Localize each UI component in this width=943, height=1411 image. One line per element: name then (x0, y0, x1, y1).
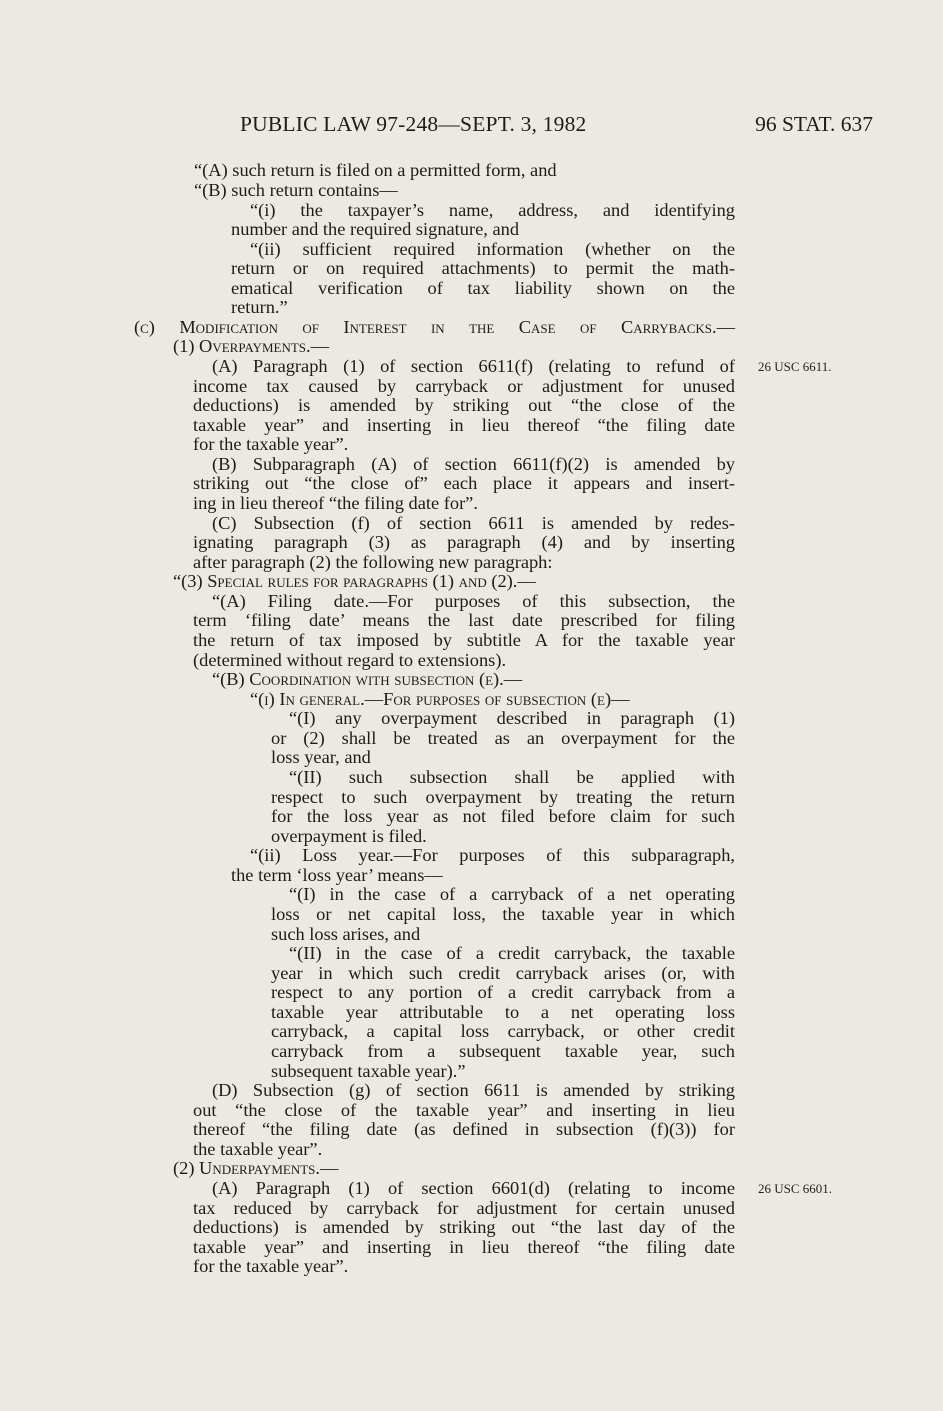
text-line: taxable year” and inserting in lieu thereof “the filing date (193, 415, 735, 435)
text-line: (A) Paragraph (1) of section 6611(f) (relating to refund of (212, 356, 735, 376)
text-line: thereof “the filing date (as defined in subsection (f)(3)) for (193, 1119, 735, 1139)
law-title: PUBLIC LAW 97-248—SEPT. 3, 1982 (240, 112, 587, 136)
text-line: “(B) such return contains— (194, 180, 398, 200)
text-line: “(A) Filing date.—For purposes of this subsection, the (212, 591, 735, 611)
text-line: year in which such credit carryback arises (or, with (271, 963, 735, 983)
text-line: taxable year attributable to a net operating loss (271, 1002, 735, 1022)
text-line: ematical verification of tax liability shown on the (231, 278, 735, 298)
text-line: for the loss year as not filed before claim for such (271, 806, 735, 826)
text-line: (B) Subparagraph (A) of section 6611(f)(2) is amended by (212, 454, 735, 474)
text-line: number and the required signature, and (231, 219, 520, 239)
text-line: ignating paragraph (3) as paragraph (4) and by inserting (193, 532, 735, 552)
text-line: deductions) is amended by striking out “the last day of the (193, 1217, 735, 1237)
subparagraph-heading: “(B) Coordination with subsection (e).— (212, 669, 523, 689)
text-line: “(i) the taxpayer’s name, address, and identifying (250, 200, 735, 220)
text-line: carryback, a capital loss carryback, or other credit (271, 1021, 735, 1041)
text-line: for the taxable year”. (193, 1256, 349, 1276)
text-line: loss or net capital loss, the taxable year in which (271, 904, 735, 924)
clause-heading: “(ii) Loss year.—For purposes of this subparagraph, (250, 845, 735, 865)
statute-page-number: 96 STAT. 637 (755, 112, 873, 136)
clause-heading: “(i) In general.—For purposes of subsection (e)— (250, 689, 630, 709)
text-line: return.” (231, 297, 288, 317)
text-line: tax reduced by carryback for adjustment for certain unused (193, 1198, 735, 1218)
section-heading: (c) Modification of Interest in the Case of Carrybacks.— (134, 317, 735, 337)
text-line: for the taxable year”. (193, 434, 349, 454)
text-line: out “the close of the taxable year” and inserting in lieu (193, 1100, 735, 1120)
text-line: ing in lieu thereof “the filing date for”. (193, 493, 478, 513)
text-line: loss year, and (271, 747, 371, 767)
text-line: return or on required attachments) to permit the math- (231, 258, 735, 278)
text-line: striking out “the close of” each place it appears and insert- (193, 473, 735, 493)
text-line: subsequent taxable year).” (271, 1061, 466, 1081)
page-header (0, 112, 943, 142)
text-line: (determined without regard to extensions). (193, 650, 507, 670)
text-line: (C) Subsection (f) of section 6611 is amended by redes- (212, 513, 735, 533)
paragraph-heading: (2) Underpayments.— (173, 1158, 339, 1178)
text-line: the taxable year”. (193, 1139, 323, 1159)
text-line: “(II) such subsection shall be applied with (289, 767, 735, 787)
text-line: or (2) shall be treated as an overpayment for the (271, 728, 735, 748)
margin-citation: 26 USC 6601. (758, 1181, 833, 1196)
margin-citation: 26 USC 6611. (758, 359, 832, 374)
paragraph-heading: “(3) Special rules for paragraphs (1) and (2).— (173, 571, 536, 591)
paragraph-heading: (1) Overpayments.— (173, 336, 329, 356)
text-line: such loss arises, and (271, 924, 421, 944)
text-line: (A) Paragraph (1) of section 6601(d) (relating to income (212, 1178, 735, 1198)
text-line: respect to such overpayment by treating the return (271, 787, 735, 807)
text-line: respect to any portion of a credit carryback from a (271, 982, 735, 1002)
text-line: the return of tax imposed by subtitle A for the taxable year (193, 630, 735, 650)
text-line: carryback from a subsequent taxable year, such (271, 1041, 735, 1061)
text-line: (D) Subsection (g) of section 6611 is amended by striking (212, 1080, 735, 1100)
text-line: after paragraph (2) the following new paragraph: (193, 552, 553, 572)
text-line: deductions) is amended by striking out “the close of the (193, 395, 735, 415)
text-line: the term ‘loss year’ means— (231, 865, 443, 885)
text-line: taxable year” and inserting in lieu thereof “the filing date (193, 1237, 735, 1257)
text-line: “(A) such return is filed on a permitted form, and (194, 160, 557, 180)
text-line: “(I) in the case of a carryback of a net operating (289, 884, 735, 904)
text-line: “(ii) sufficient required information (whether on the (250, 239, 735, 259)
text-line: term ‘filing date’ means the last date prescribed for filing (193, 610, 735, 630)
text-line: “(II) in the case of a credit carryback, the taxable (289, 943, 735, 963)
text-line: overpayment is filed. (271, 826, 427, 846)
text-line: “(I) any overpayment described in paragraph (1) (289, 708, 735, 728)
text-line: income tax caused by carryback or adjustment for unused (193, 376, 735, 396)
